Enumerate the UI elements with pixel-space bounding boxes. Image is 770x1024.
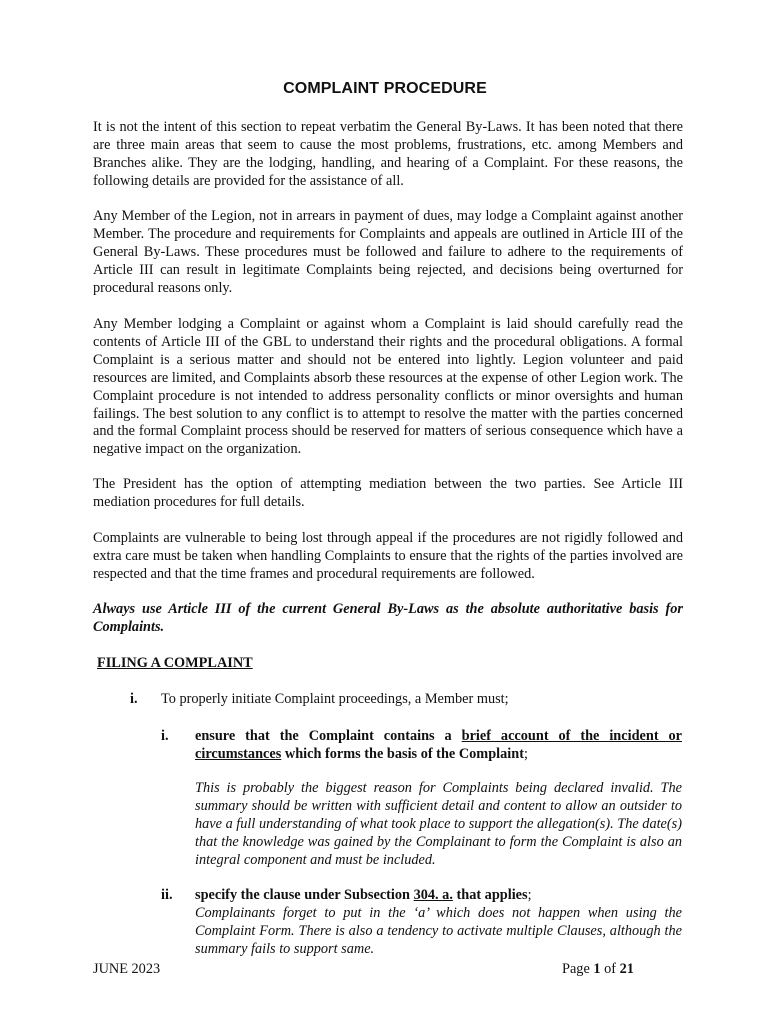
- sublist-item-1-end: ;: [523, 745, 528, 762]
- sublist-item-1-text-after: which forms the basis of the Complaint: [281, 745, 524, 762]
- page-prefix: Page: [562, 961, 594, 977]
- sublist-item-2-text-after: that applies: [452, 887, 528, 903]
- sublist-item-2-emphasis: 304. a.: [413, 887, 453, 903]
- sublist-item-1-emphasis: brief account of the incident or circumstances: [195, 728, 682, 762]
- page-of: of: [600, 961, 620, 977]
- sublist-item-2-end: ;: [527, 887, 532, 903]
- sublist-item-1: [195, 728, 682, 764]
- sublist-item-1-text: ensure that the Complaint contains a: [195, 728, 462, 744]
- section-heading-filing: FILING A COMPLAINT: [97, 655, 253, 671]
- sublist-marker-1: i.: [161, 728, 169, 744]
- sublist-item-1-note: This is probably the biggest reason for Complaints being declared invalid. The summary should be written with sufficient detail and content to allow an outsider to have a full understanding of what took place to support the allegation(s). The date(s) that the knowledge was gained by the Complainant to form the Complaint is also an integral component and must be included.: [195, 780, 682, 868]
- list-marker: i.: [130, 691, 138, 707]
- paragraph-mediation: The President has the option of attempting mediation between the two parties. See Article III mediation procedures for full details.: [93, 476, 683, 510]
- sublist-marker-2: ii.: [161, 887, 173, 903]
- sublist-item-2-note: Complainants forget to put in the ‘a’ which does not happen when using the Complaint Form. There is also a tendency to activate multiple Clauses, although the summary fails to support same.: [195, 904, 682, 957]
- footer-date: JUNE 2023: [93, 961, 161, 977]
- paragraph-rights: Any Member lodging a Complaint or against whom a Complaint is laid should carefully read the contents of Article III of the GBL to understand their rights and the procedural obligations. A formal Complaint is a serious matter and should not be entered into lightly. Legion volunteer and paid resources are limited, and Complaints absorb these resources at the expense of other Legion work. The Complaint procedure is not intended to address personality conflicts or minor oversights and human failings. The best solution to any conflict is to attempt to resolve the matter with the parties concerned and the formal Complaint process should be reserved for matters of serious consequence which have a negative impact on the organization.: [93, 316, 683, 458]
- sublist-item-2: [195, 887, 682, 959]
- page-title: COMPLAINT PROCEDURE: [283, 80, 487, 97]
- paragraph-intro: It is not the intent of this section to repeat verbatim the General By-Laws. It has been noted that there are three main areas that seem to cause the most problems, frustrations, etc. among Members and Branches alike. They are the lodging, handling, and hearing of a Complaint. For these reasons, the following details are provided for the assistance of all.: [93, 119, 683, 189]
- page-total: 21: [619, 961, 634, 977]
- paragraph-lodge: Any Member of the Legion, not in arrears in payment of dues, may lodge a Complaint against another Member. The procedure and requirements for Complaints and appeals are outlined in Article III of the General By-Laws. These procedures must be followed and failure to adhere to the requirements of Article III can result in legitimate Complaints being rejected, and decisions being overturned for procedural reasons only.: [93, 208, 683, 296]
- page-number: [562, 961, 634, 978]
- paragraph-appeal: Complaints are vulnerable to being lost through appeal if the procedures are not rigidly followed and extra care must be taken when handling Complaints to ensure that the rights of the parties involved are respected and that the time frames and procedural requirements are followed.: [93, 530, 683, 582]
- list-item-text: To properly initiate Complaint proceedings, a Member must;: [161, 691, 509, 707]
- sublist-item-2-text: specify the clause under Subsection: [195, 887, 414, 903]
- paragraph-authority: Always use Article III of the current General By-Laws as the absolute authoritative basis for Complaints.: [93, 601, 683, 635]
- page-current: 1: [593, 961, 601, 977]
